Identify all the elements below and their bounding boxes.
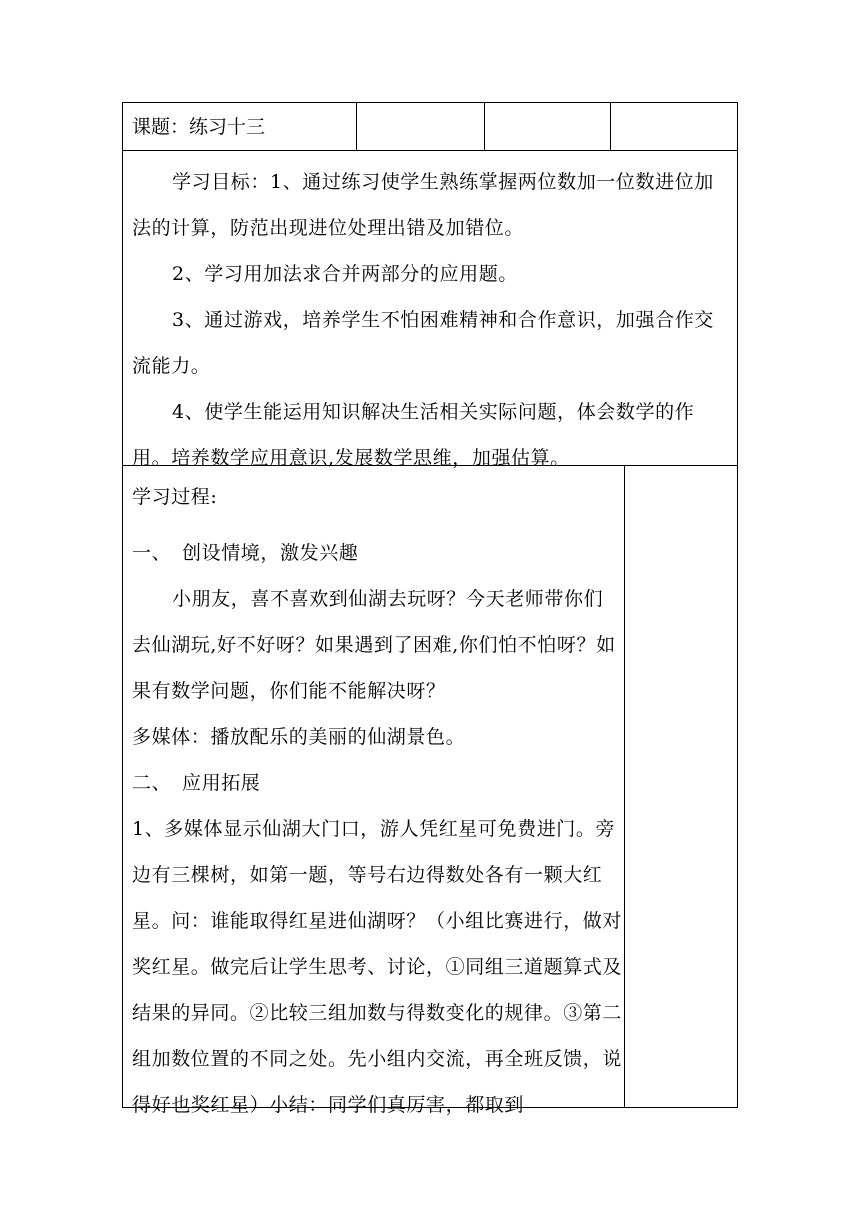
learning-goals-row: [123, 151, 737, 469]
section-heading-1: [132, 530, 622, 576]
section-2-paragraph: 1、多媒体显示仙湖大门口，游人凭红星可免费进门。旁边有三棵树，如第一题，等号右边得数处各有一颗大红星。问：谁能取得红星进仙湖呀？（小组比赛进行，做对奖红星。做完后让学生思考、讨论，①同组三道题算式及结果的异同。②比较三组加数与得数变化的规律。③第二组加数位置的不同之处。先小组内交流，再全班反馈，说得好也奖红星）小结：同学们真厉害，都取到: [132, 818, 623, 1116]
title-cell: [123, 103, 357, 150]
process-main-cell: [123, 466, 625, 1116]
goal-paragraph-2: 2、学习用加法求合并两部分的应用题。: [172, 263, 518, 285]
section-heading-2: [132, 760, 622, 806]
process-notes-cell: [625, 466, 737, 1107]
multimedia-note: 多媒体：播放配乐的美丽的仙湖景色。: [132, 726, 466, 748]
section-title-2: 应用拓展: [182, 772, 261, 794]
section-number-2: 二、: [132, 772, 172, 794]
lesson-title: 课题：练习十三: [132, 116, 266, 138]
section-number-1: 一、: [132, 542, 172, 564]
empty-cell-2: [485, 103, 611, 150]
learning-process: [132, 474, 622, 1128]
section-1-paragraph: 小朋友，喜不喜欢到仙湖去玩呀？今天老师带你们去仙湖玩,好不好呀？如果遇到了困难,你们怕不怕呀？如果有数学问题，你们能不能解决呀？: [132, 588, 616, 702]
section-title-1: 创设情境，激发兴趣: [182, 542, 359, 564]
empty-cell-3: [611, 103, 738, 150]
process-label: 学习过程:: [132, 486, 218, 508]
title-row: [123, 103, 737, 151]
goal-paragraph-1: 学习目标：1、通过练习使学生熟练掌握两位数加一位数进位加法的计算，防范出现进位处理出错及加错位。: [132, 171, 714, 239]
goal-paragraph-3: 3、通过游戏，培养学生不怕困难精神和合作意识，加强合作交流能力。: [132, 309, 714, 377]
empty-cell-1: [357, 103, 485, 150]
goal-paragraph-4: 4、使学生能运用知识解决生活相关实际问题，体会数学的作用。培养数学应用意识,发展数学思维，加强估算。: [132, 401, 695, 469]
learning-goals: [132, 159, 732, 481]
learning-process-row: [123, 466, 737, 1116]
lesson-plan-table: [122, 102, 738, 1116]
